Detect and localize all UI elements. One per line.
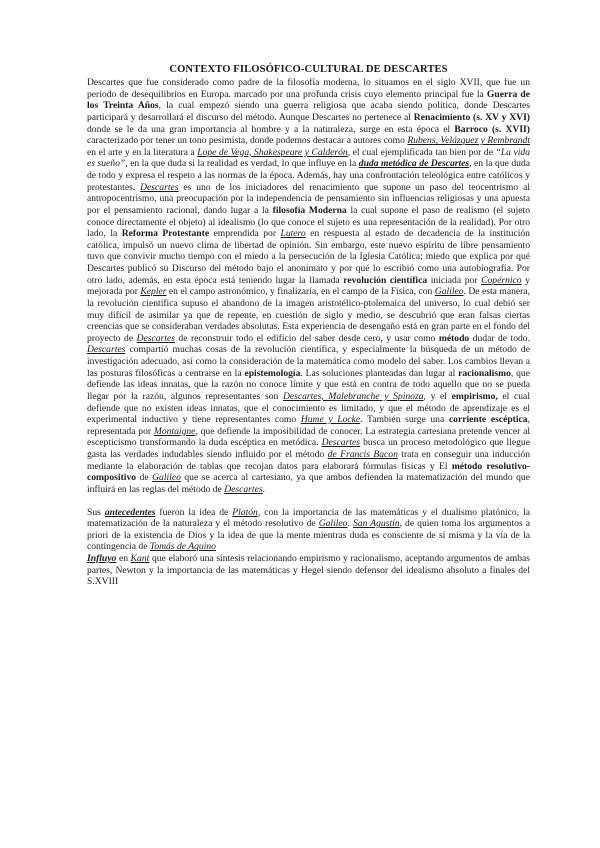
text-run: , que defiende las ideas innatas, que la razón no conoce límite y que está en contra de todo aquello que no se pueda llegar por la razón, algunos representantes son (87, 367, 530, 402)
text-run: de (136, 472, 153, 484)
text-run: . De esta manera, la revolución científica supuso el abandono de la imagen aristotélico-ptolemaica del universo, lo cual debió ser muy difícil de asimilar ya que de repente, en cuestión de siglo y medio, se descubrió que eran falsas ciertas creencias que se consideraban verdades absolutas. Esta experiencia de desengaño está en gran parte en el fondo del proyecto de (87, 286, 530, 344)
text-run: . (262, 483, 265, 495)
name-reference: Descartes (321, 437, 360, 449)
document-title: CONTEXTO FILOSÓFICO-CULTURAL DE DESCARTES (169, 64, 448, 75)
name-reference: Descartes (136, 332, 175, 344)
text-run: dudar de todo. (469, 332, 530, 344)
name-reference: Descartes (87, 344, 126, 356)
name-reference: Lope de Vega, Shakespeare y Calderón (197, 146, 348, 158)
name-reference: Galileo (318, 518, 348, 530)
text-run: caracterizado por tener un tono pesimista, donde podemos destacar a autores como (87, 135, 408, 147)
text-run: compartió muchas cosas de la revolución científica, y especialmente la búsqueda de un método de investigación adecuado, así como la consideración de la matemática como modelo del saber. Los cambios llevan a las posturas filosóficas a centrarse en la (87, 344, 530, 379)
name-reference: Kant (130, 553, 150, 564)
bold-term: racionalismo (458, 367, 511, 379)
text-run: , y el (423, 390, 452, 402)
name-reference: Descartes, Malebranche y Spinoza (282, 390, 424, 402)
text-run: , con la importancia de las matemáticas y el dualismo platónico, la matematización de la naturaleza y el método resolutivo de (87, 506, 530, 530)
text-run: en (116, 553, 131, 564)
name-reference: San Agustín (352, 518, 400, 530)
bold-term: empirismo, (451, 390, 498, 402)
name-reference: Kepler (140, 286, 167, 298)
text-run: en el arte y en la literatura a (87, 146, 198, 158)
text-run: , la cual empezó siendo una guerra religiosa que acaba siendo política, donde Descartes participará y desarrollará el discurso del método. Aunque Descartes no pertenece al (87, 100, 530, 123)
name-reference: Galileo (434, 286, 464, 298)
bold-term: método (438, 332, 470, 344)
bold-term: Renacimiento (s. XV y XVI) (413, 111, 531, 123)
name-reference: Montaigne (153, 425, 196, 437)
text-run: emprendida por (209, 228, 281, 240)
name-reference: Platón (232, 506, 258, 518)
name-reference: Descartes (224, 483, 263, 495)
text-run: , de quien toma los argumentos a priori de la existencia de Dios y la idea de que la mente mientras duda es consciente de sí misma y la vía de la contingencia de (87, 518, 531, 553)
name-reference: Descartes (140, 181, 179, 193)
text-run: iniciada por (427, 274, 482, 286)
text-run: es uno de los iniciadores del renacimiento que supone un paso del teocentrismo al antropocentrismo, una preocupación por la independencia de pensamiento sin influencias religiosas y una apuesta por el pensamiento racional, dando lugar a la (87, 181, 530, 216)
text-run: , en la que duda si la realidad es verdad, lo que influye en la (125, 158, 359, 170)
text-run: . (347, 518, 353, 530)
text-run: fueron la idea de (155, 506, 233, 518)
name-reference: Rubens, Velázquez y Rembrandt (407, 135, 530, 147)
text-run: . Las soluciones planteadas dan lugar al (300, 367, 459, 379)
name-reference: Galileo (152, 472, 181, 484)
name-reference: Hume y Locke (300, 414, 361, 426)
text-run: Sus (87, 506, 105, 518)
text-run: que se acerca al cartesiano, ya que ambos defienden la matematización del mundo que influirá en las reglas del método de (87, 472, 530, 495)
bold-term: método resolutivo-compositivo (87, 460, 531, 484)
bold-term: Guerra de los Treinta Años (87, 88, 530, 112)
text-run: que elaboró una síntesis relacionando empirismo y racionalismo, aceptando argumentos de ambas partes, Newton y la importancia de las matemáticas y Hegel siendo defensor del idealismo absoluto a finales del S.XVIII (87, 553, 530, 588)
key-term: duda metódica de Descartes (358, 158, 470, 170)
text-run: la cual supone el paso de realismo (el sujeto conoce directamente el objeto) al idealismo (lo que conoce el sujeto es una representación de la realidad). Por otro lado, la (87, 204, 530, 240)
text-run: en respuesta al estado de decadencia de la institución católica, impulsó un nuevo clima de libertad de opinión. Sin embargo, este nuevo espíritu de libre pensamiento tuvo que convivir mucho tiempo con el miedo a la persecución de la Iglesia Católica; miedo que explica por qué Descartes publicó su Discurso del método bajo el anonimato y por qué lo escribió como una autobiografía. Por otro lado, además, en esta época está teniendo lugar la llamada (87, 228, 530, 286)
key-term: antecedentes (104, 506, 156, 518)
bold-term: epistemología (244, 367, 301, 379)
text-run: , el cual ejemplificada tan bien por de (347, 146, 496, 158)
text-run: , representada por (87, 414, 530, 437)
bold-term: Barroco (s. XVII) (454, 123, 530, 135)
name-reference: Tomás de Aquino (149, 541, 216, 553)
bold-term: Reforma Protestante (121, 228, 210, 240)
text-run: trata en conseguir una inducción mediante la elaboración de tablas que recojan datos para elaborará fórmulas físicas y El (87, 449, 530, 472)
text-run: en el campo astronómico, y finalizaría, en el campo de la Física, con (166, 286, 435, 298)
text-run: busca un proceso metodológico que llegue gasta las verdades indudables siendo influido por el método (87, 437, 530, 460)
name-reference: Copérnico (481, 274, 522, 286)
text-run: de reconstruir todo el edificio del saber desde cero, y usar como (174, 332, 439, 344)
antecedentes-paragraph (87, 507, 530, 554)
bold-term: filosofía Moderna (272, 204, 347, 216)
bold-term: revolución científica (343, 274, 428, 286)
text-run: , que defiende la imposibilidad de conocer. La estrategia cartesiana pretende vencer al escepticismo transformando la duda escéptica en metódica. (87, 425, 530, 449)
quoted-title: “La vida es sueño” (87, 146, 530, 170)
text-run: . También surge una (360, 414, 449, 426)
name-reference: de Francis Bacon (327, 449, 398, 460)
influyo-paragraph (87, 553, 530, 588)
bold-term: corriente escéptica (448, 414, 528, 426)
main-paragraph (87, 77, 530, 496)
text-run: donde se le da una gran importancia al hombre y a la naturaleza, surge en esta época el (87, 123, 455, 135)
key-term: Influyo (87, 553, 117, 564)
text-run: , en la que duda de todo y expresa el respeto a las normas de la época. Además, hay una confrontación teleológica entre católicos y protestantes. (87, 158, 531, 193)
paragraph-spacer (87, 496, 530, 507)
text-run: Descartes que fue considerado como padre de la filosofía moderna, lo situamos en el siglo XVII, que fue un periodo de desequilibrios en Europa. marcado por una profunda crisis cuyo elemento principal fue la (87, 77, 530, 100)
text-run: el cual defiende que no existen ideas innatas, que el conocimiento es limitado, y que el método de aprendizaje es el experimental inductivo y tiene representantes como (87, 390, 530, 426)
text-run: y mejorada por (87, 274, 530, 298)
name-reference: Lutero (280, 228, 306, 240)
